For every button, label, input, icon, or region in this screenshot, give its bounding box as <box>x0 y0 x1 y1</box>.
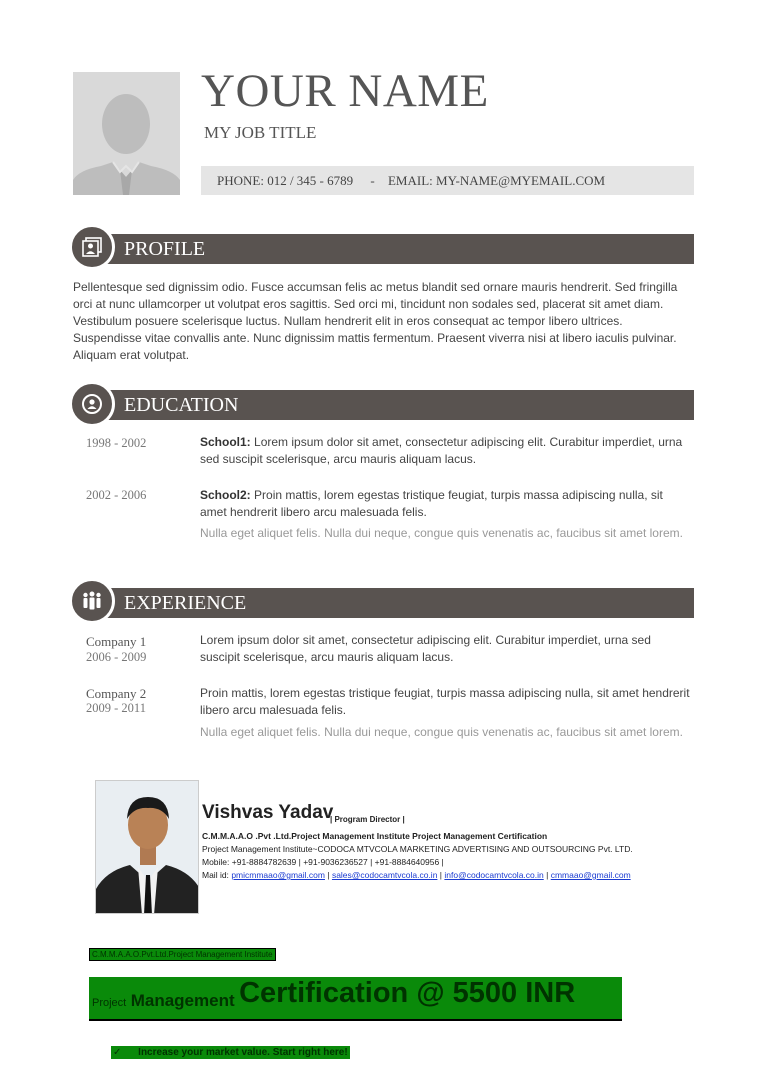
promo-word-project: Project <box>92 997 127 1009</box>
education-years-2: 2002 - 2006 <box>86 488 147 502</box>
education-icon <box>81 393 103 415</box>
education-section-title: EDUCATION <box>124 394 239 416</box>
promo-certification-price: Certification @ 5500 INR <box>239 977 576 1009</box>
education-text-2: Proin mattis, lorem egestas tristique feugiat, turpis massa adipiscing nulla, sit amet hendrerit libero arcu malesuada felis. <box>200 488 663 519</box>
person-portrait-icon <box>96 781 199 914</box>
mail-sep-1: | <box>327 870 330 880</box>
education-school-2: School2: <box>200 488 251 502</box>
mail-label: Mail id: <box>202 870 229 880</box>
email-link-1[interactable]: pmicmmaao@gmail.com <box>231 870 325 880</box>
card-person-role: | Program Director | <box>330 815 405 824</box>
education-text-1: Lorem ipsum dolor sit amet, consectetur adipiscing elit. Curabitur imperdiet, urna sed suscipit scelerisque, arcu mauris aliquam lacus. <box>200 435 683 466</box>
education-section-icon-badge <box>69 381 115 427</box>
experience-years-1: 2006 - 2009 <box>86 650 147 664</box>
promo-word-management: Management <box>130 991 235 1010</box>
education-school-1: School1: <box>200 435 251 449</box>
card-line-company: C.M.M.A.A.O .Pvt .Ltd.Project Management Institute Project Management Certification <box>202 831 548 841</box>
card-line-mail <box>202 870 631 880</box>
email-link-3[interactable]: info@codocamtvcola.co.in <box>444 870 544 880</box>
experience-text-2: Proin mattis, lorem egestas tristique feugiat, turpis massa adipiscing nulla, sit amet hendrerit libero arcu malesuada felis. <box>200 686 690 717</box>
experience-company-1: Company 1 <box>86 634 147 649</box>
person-photo <box>95 780 199 914</box>
card-line-mobile: Mobile: +91-8884782639 | +91-9036236527 | +91-8884640956 | <box>202 857 444 867</box>
card-person-name: Vishvas Yadav <box>202 802 334 823</box>
education-note-2: Nulla eget aliquet felis. Nulla dui neque, congue quis venenatis ac, faucibus sit amet lorem. <box>200 526 683 540</box>
profile-photo-placeholder <box>73 72 180 195</box>
experience-section-icon-badge <box>69 578 115 624</box>
education-entry-2 <box>200 487 692 521</box>
ad-business-card <box>92 778 694 916</box>
experience-years-2: 2009 - 2011 <box>86 701 146 715</box>
profile-section-icon-badge <box>69 224 115 270</box>
promo-tagline-text: Increase your market value. Start right here! <box>138 1047 348 1058</box>
email-link-2[interactable]: sales@codocamtvcola.co.in <box>331 870 438 880</box>
card-line-affiliation: Project Management Institute~CODOCA MTVCOLA MARKETING ADVERTISING AND OUTSOURCING Pvt. LTD. <box>202 844 633 854</box>
job-title: MY JOB TITLE <box>204 123 317 142</box>
promo-org-label: C.M.M.A.A.O.Pvt.Ltd.Project Management Institute <box>89 948 276 961</box>
education-years-1: 1998 - 2002 <box>86 436 147 450</box>
education-entry-1 <box>200 434 692 468</box>
profile-text: Pellentesque sed dignissim odio. Fusce accumsan felis ac metus blandit sed ornare mauris hendrerit. Sed fringilla orci at nunc ullamcorper ut volutpat eros sagittis. Sed orci mi, tincidunt non sodales sed, placerat sit amet diam. Vestibulum posuere scelerisque luctus. Nullam hendrerit elit in eros consequat ac tempor libero ultrices. Suspendisse vitae convallis ante. Nunc dignissim mattis fermentum. Praesent viverra nisi at libero iaculis pulvinar. Aliquam erat volutpat. <box>73 280 678 362</box>
experience-company-2: Company 2 <box>86 686 147 701</box>
check-icon: ✓ <box>113 1047 122 1058</box>
promo-certification-banner <box>89 977 622 1021</box>
experience-section-title: EXPERIENCE <box>124 592 247 614</box>
email-text: EMAIL: MY-NAME@MYEMAIL.COM <box>387 173 606 188</box>
email-link-4[interactable]: cmmaao@gmail.com <box>550 870 631 880</box>
profile-section-title: PROFILE <box>124 238 206 260</box>
user-silhouette-icon <box>73 72 180 195</box>
experience-note-2: Nulla eget aliquet felis. Nulla dui neque, congue quis venenatis ac, faucibus sit amet lorem. <box>200 725 683 739</box>
mail-sep-2: | <box>439 870 443 880</box>
resume-name: YOUR NAME <box>201 65 489 117</box>
promo-tagline <box>111 1046 350 1059</box>
contact-bar <box>201 166 694 195</box>
phone-text: PHONE: 012 / 345 - 6789 <box>217 173 354 188</box>
profile-card-icon <box>81 236 103 258</box>
mail-sep-3: | <box>546 870 549 880</box>
team-icon <box>81 590 103 612</box>
experience-text-1: Lorem ipsum dolor sit amet, consectetur adipiscing elit. Curabitur imperdiet, urna sed suscipit scelerisque, arcu mauris aliquam lacus. <box>200 633 651 664</box>
contact-separator: - <box>370 173 375 188</box>
